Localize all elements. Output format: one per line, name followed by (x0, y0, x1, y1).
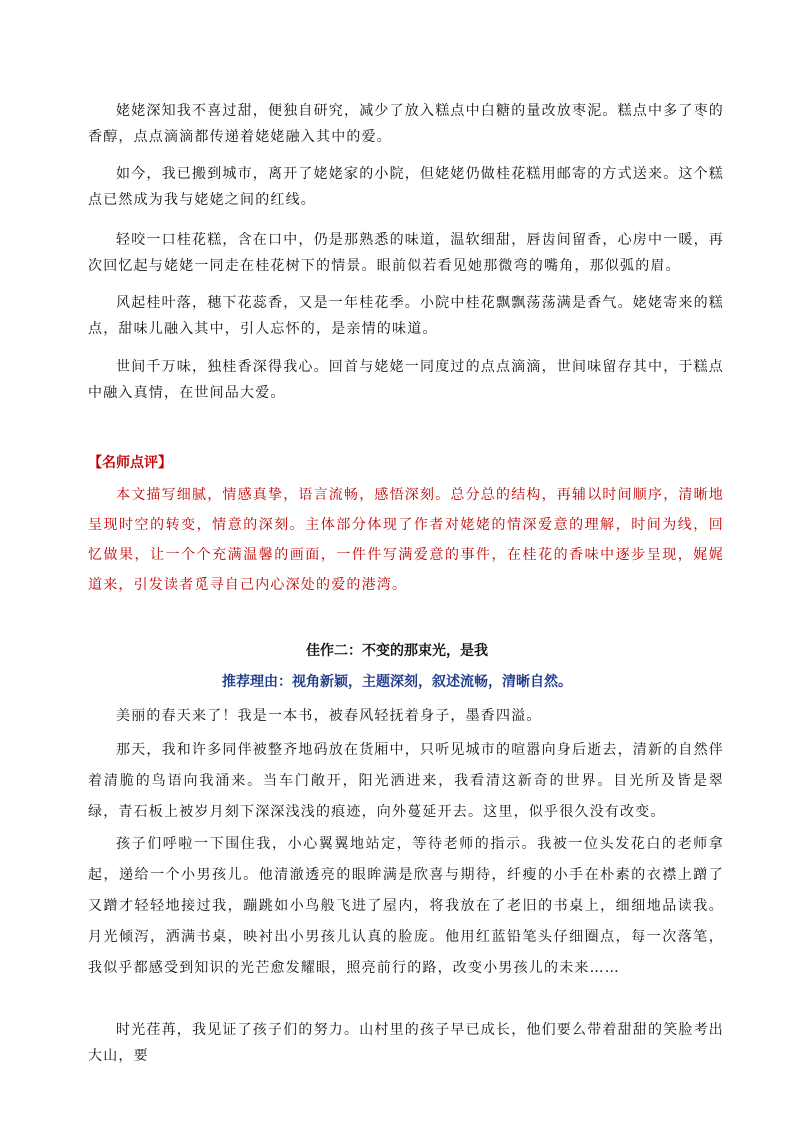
recommendation-reason: 推荐理由：视角新颖，主题深刻，叙述流畅，清晰自然。 (222, 674, 572, 690)
paragraph: 姥姥深知我不喜过甜，便独自研究，减少了放入糕点中白糖的量改放枣泥。糕点中多了枣的香醇，点点滴滴都传递着姥姥融入其中的爱。 (88, 103, 724, 145)
paragraph: 美丽的春天来了！我是一本书，被春风轻抚着身子，墨香四溢。 (116, 708, 542, 724)
paragraph: 轻咬一口桂花糕，含在口中，仍是那熟悉的味道，温软细甜，唇齿间留香，心房中一暖，再次回忆起与姥姥一同走在桂花树下的情景。眼前似若看见她那微弯的嘴角，那似弧的眉。 (88, 232, 724, 274)
essay-title: 佳作二：不变的那束光，是我 (306, 643, 488, 659)
paragraph: 孩子们呼啦一下围住我，小心翼翼地站定，等待老师的指示。我被一位头发花白的老师拿起，递给一个小男孩儿。他清澈透亮的眼眸满是欣喜与期待，纤瘦的小手在朴素的衣襟上蹭了又蹭才轻轻地接过我，蹦跳如小鸟般飞进了屋内，将我放在了老旧的书桌上，细细地品读我。月光倾泻，洒满书桌，映衬出小男孩儿认真的脸庞。他用红蓝铅笔头仔细圈点，每一次落笔，我似乎都感受到知识的光芒愈发耀眼，照亮前行的路，改变小男孩儿的未来…… (88, 836, 724, 976)
paragraph: 那天，我和许多同伴被整齐地码放在货厢中，只听见城市的喧嚣向身后逝去，清新的自然伴着清脆的鸟语向我涌来。当车门敞开，阳光洒进来，我看清这新奇的世界。目光所及皆是翠绿，青石板上被岁月刻下深深浅浅的痕迹，向外蔓延开去。这里，似乎很久没有改变。 (88, 742, 724, 820)
teacher-comment-label: 【名师点评】 (88, 455, 172, 471)
teacher-comment-text: 本文描写细腻，情感真挚，语言流畅，感悟深刻。总分总的结构，再辅以时间顺序，清晰地呈现时空的转变，情意的深刻。主体部分体现了作者对姥姥的情深爱意的理解，时间为线，回忆做果，让一个个充满温馨的画面，一件件写满爱意的事件，在桂花的香味中逐步呈现，娓娓道来，引发读者觅寻自己内心深处的爱的港湾。 (88, 487, 724, 593)
paragraph: 如今，我已搬到城市，离开了姥姥家的小院，但姥姥仍做桂花糕用邮寄的方式送来。这个糕点已然成为我与姥姥之间的红线。 (88, 166, 724, 208)
paragraph: 风起桂叶落，穗下花蕊香，又是一年桂花季。小院中桂花飘飘荡荡满是香气。姥姥寄来的糕点，甜味儿融入其中，引人忘怀的，是亲情的味道。 (88, 295, 724, 337)
paragraph: 时光荏苒，我见证了孩子们的努力。山村里的孩子早已成长，他们要么带着甜甜的笑脸考出大山，要 (88, 1022, 724, 1064)
paragraph: 世间千万味，独桂香深得我心。回首与姥姥一同度过的点点滴滴，世间味留存其中，于糕点中融入真情，在世间品大爱。 (88, 359, 724, 401)
